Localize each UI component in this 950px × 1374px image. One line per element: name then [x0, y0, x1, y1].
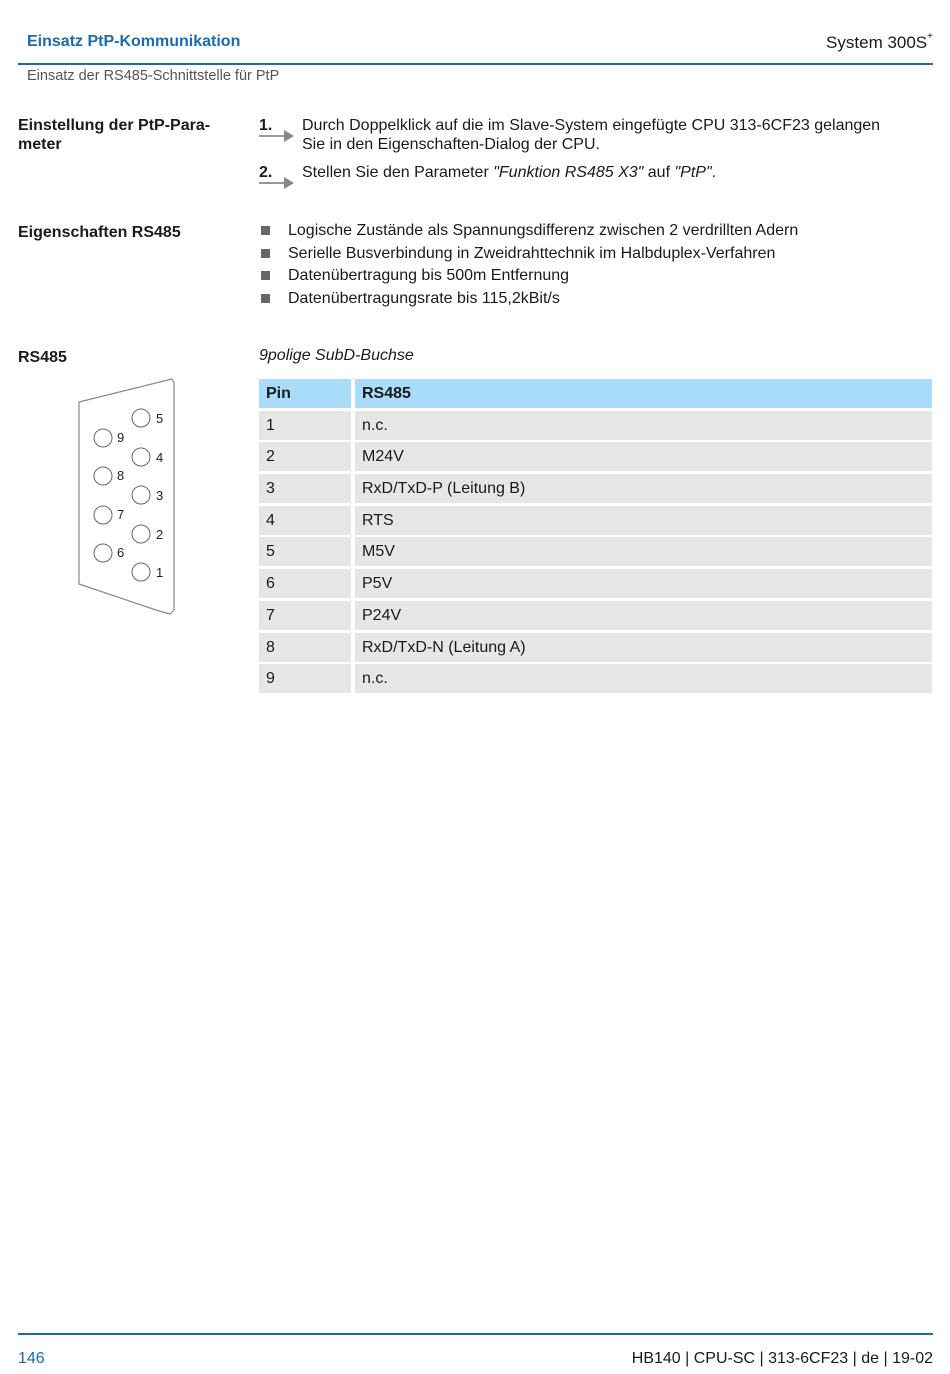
properties-heading: Eigenschaften RS485: [18, 224, 181, 241]
pin-5-circle: [132, 409, 150, 427]
table-row: [259, 664, 932, 693]
pin-8-circle: [94, 467, 112, 485]
list-item-text: Logische Zustände als Spannungsdifferenz zwischen 2 verdrillten Adern: [288, 222, 799, 239]
step-text-line2: Sie in den Eigenschaften-Dialog der CPU.: [302, 136, 600, 153]
parameter-value: "PtP": [674, 164, 712, 181]
pin-cell: 8: [259, 633, 351, 662]
table-row: [259, 442, 932, 471]
header-cell-pin: Pin: [259, 379, 351, 408]
signal-cell: n.c.: [355, 411, 932, 440]
system-superscript: +: [927, 31, 933, 43]
pin-8-label: 8: [117, 468, 125, 483]
page-number: 146: [18, 1350, 45, 1367]
pin-cell: 3: [259, 474, 351, 503]
step-text: [302, 116, 932, 154]
table-row: [259, 569, 932, 598]
signal-cell: n.c.: [355, 664, 932, 693]
pin-2-label: 2: [156, 527, 164, 542]
pin-4-label: 4: [156, 450, 164, 465]
list-item-text: Datenübertragungsrate bis 115,2kBit/s: [288, 289, 560, 307]
list-item: [260, 289, 798, 312]
pin-cell: 2: [259, 442, 351, 471]
arrow-right-icon: [259, 177, 295, 189]
pin-cell: 4: [259, 506, 351, 535]
table-row: [259, 474, 932, 503]
pin-2-circle: [132, 525, 150, 543]
signal-cell: RxD/TxD-P (Leitung B): [355, 474, 932, 503]
signal-cell: RxD/TxD-N (Leitung A): [355, 633, 932, 662]
table-row: [259, 506, 932, 535]
list-item: [260, 266, 798, 289]
table-header-row: [259, 379, 932, 408]
signal-cell: M24V: [355, 442, 932, 471]
list-item: [260, 221, 798, 244]
header-rule: [18, 63, 933, 65]
bullet-square-icon: [261, 249, 270, 258]
pin-4-circle: [132, 448, 150, 466]
pin-7-circle: [94, 506, 112, 524]
pin-6-label: 6: [117, 545, 125, 560]
signal-cell: RTS: [355, 506, 932, 535]
pin-1-label: 1: [156, 565, 164, 580]
pin-3-circle: [132, 486, 150, 504]
properties-list: [260, 221, 798, 311]
document-id: HB140 | CPU-SC | 313-6CF23 | de | 19-02: [631, 1350, 933, 1367]
list-item-text: Serielle Busverbindung in Zweidrahttechnik im Halbduplex-Verfahren: [288, 244, 776, 262]
pin-cell: 7: [259, 601, 351, 630]
step-text-pre: Stellen Sie den Parameter: [302, 164, 494, 181]
table-row: [259, 601, 932, 630]
table-row: [259, 411, 932, 440]
rs485-heading: RS485: [18, 349, 67, 366]
pin-cell: 6: [259, 569, 351, 598]
chapter-title: Einsatz PtP-Kommunikation: [27, 33, 241, 50]
parameter-name: "Funktion RS485 X3": [493, 164, 644, 181]
table-row: [259, 537, 932, 566]
subd-connector-diagram: [76, 376, 176, 616]
settings-heading-line2: meter: [18, 136, 62, 153]
header-cell-signal: RS485: [355, 379, 932, 408]
footer-rule: [18, 1333, 933, 1335]
pin-9-circle: [94, 429, 112, 447]
arrow-right-icon: [259, 130, 295, 142]
bullet-square-icon: [261, 294, 270, 303]
system-name: System 300S: [826, 33, 928, 52]
pin-6-circle: [94, 544, 112, 562]
pin-assignment-table: [259, 379, 932, 696]
pin-5-label: 5: [156, 411, 164, 426]
table-row: [259, 633, 932, 662]
system-title: [826, 33, 933, 53]
bullet-square-icon: [261, 226, 270, 235]
list-item: [260, 244, 798, 267]
pin-cell: 5: [259, 537, 351, 566]
section-subtitle: Einsatz der RS485-Schnittstelle für PtP: [27, 68, 280, 84]
signal-cell: P24V: [355, 601, 932, 630]
step-text-mid: auf: [643, 164, 675, 181]
signal-cell: P5V: [355, 569, 932, 598]
pin-3-label: 3: [156, 488, 164, 503]
table-caption: 9polige SubD-Buchse: [259, 347, 414, 364]
step-number: 1.: [259, 117, 273, 134]
pin-cell: 1: [259, 411, 351, 440]
settings-heading: [18, 116, 210, 154]
list-item-text: Datenübertragung bis 500m Entfernung: [288, 267, 570, 284]
pin-cell: 9: [259, 664, 351, 693]
pin-1-circle: [132, 563, 150, 581]
pin-9-label: 9: [117, 430, 125, 445]
step-text: [302, 163, 932, 182]
step-number: 2.: [259, 164, 273, 181]
bullet-square-icon: [261, 271, 270, 280]
step-text-line1: Durch Doppelklick auf die im Slave-System eingefügte CPU 313-6CF23 gelangen: [302, 117, 881, 134]
step-text-post: .: [711, 164, 717, 181]
pin-7-label: 7: [117, 507, 125, 522]
settings-heading-line1: Einstellung der PtP-Para-: [18, 117, 211, 134]
signal-cell: M5V: [355, 537, 932, 566]
